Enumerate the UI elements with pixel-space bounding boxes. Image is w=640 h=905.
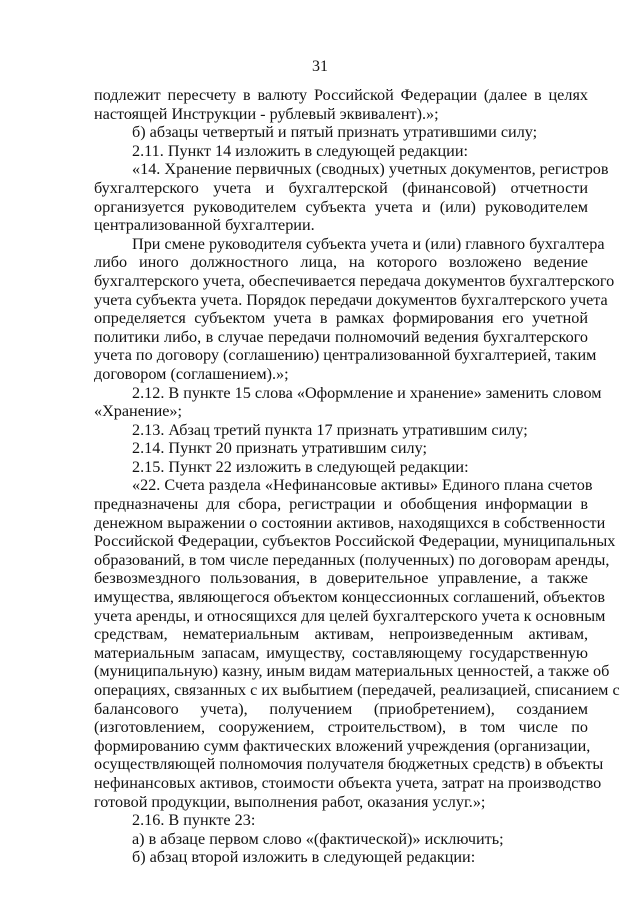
text-line: нефинансовых активов, стоимости объекта учета, затрат на производство (94, 773, 602, 792)
text-line: (изготовлением, сооружением, строительством), в том числе по (94, 718, 588, 737)
text-line: формированию сумм фактических вложений учреждения (организации, (94, 736, 591, 755)
text-line: средствам, нематериальным активам, непроизведенным активам, (94, 625, 588, 644)
text-line: «22. Счета раздела «Нефинансовые активы» Единого плана счетов (132, 476, 593, 495)
text-line: а) в абзаце первом слово «(фактической)» исключить; (132, 829, 504, 848)
text-line: 2.11. Пункт 14 изложить в следующей редакции: (132, 141, 468, 160)
text-line: безвозмездного пользования, в доверительное управление, а также (94, 569, 588, 588)
text-line: имущества, являющегося объектом концессионных соглашений, объектов (94, 588, 605, 607)
text-line: учета по договору (соглашению) централизованной бухгалтерией, таким (94, 346, 597, 365)
text-line: б) абзацы четвертый и пятый признать утратившими силу; (132, 123, 538, 142)
text-line: Российской Федерации, субъектов Российской Федерации, муниципальных (94, 532, 616, 551)
text-line: учета аренды, и относящихся для целей бухгалтерского учета к основным (94, 606, 606, 625)
text-line: договором (соглашением).»; (94, 364, 289, 383)
text-line: предназначены для сбора, регистрации и обобщения информации в (94, 495, 588, 514)
text-line: организуется руководителем субъекта учета и (или) руководителем (94, 197, 588, 216)
text-line: учета субъекта учета. Порядок передачи документов бухгалтерского учета (94, 290, 608, 309)
text-line: «14. Хранение первичных (сводных) учетных документов, регистров (132, 160, 609, 179)
text-line: политики либо, в случае передачи полномочий ведения бухгалтерского (94, 327, 588, 346)
text-line: централизованной бухгалтерии. (94, 216, 315, 235)
text-line: балансового учета), получением (приобретением), созданием (94, 699, 588, 718)
text-line: 2.13. Абзац третий пункта 17 признать утратившим силу; (132, 420, 528, 439)
text-line: осуществляющей полномочия получателя бюджетных средств) в объекты (94, 755, 604, 774)
text-line: материальным запасам, имуществу, составляющему государственную (94, 643, 588, 662)
text-line: бухгалтерского учета, обеспечивается передача документов бухгалтерского (94, 271, 615, 290)
text-line: 2.12. В пункте 15 слова «Оформление и хранение» заменить словом (132, 383, 602, 402)
text-line: (муниципальную) казну, иным видам материальных ценностей, а также об (94, 662, 610, 681)
document-body (94, 86, 620, 867)
text-line: образований, в том числе переданных (полученных) по договорам аренды, (94, 550, 610, 569)
text-line: определяется субъектом учета в рамках формирования его учетной (94, 309, 588, 328)
text-line: подлежит пересчету в валюту Российской Федерации (далее в целях (94, 86, 588, 104)
text-line: операциях, связанных с их выбытием (передачей, реализацией, списанием с (94, 681, 620, 699)
text-line: либо иного должностного лица, на которого возложено ведение (94, 253, 588, 272)
text-line: 2.15. Пункт 22 изложить в следующей редакции: (132, 457, 469, 476)
text-line: 2.16. В пункте 23: (132, 811, 256, 830)
text-line: бухгалтерского учета и бухгалтерской (финансовой) отчетности (94, 178, 588, 197)
text-line: «Хранение»; (94, 402, 183, 421)
text-line: денежном выражении о состоянии активов, находящихся в собственности (94, 513, 606, 532)
text-line: б) абзац второй изложить в следующей редакции: (132, 848, 476, 867)
text-line: готовой продукции, выполнения работ, оказания услуг.»; (94, 792, 486, 811)
text-line: 2.14. Пункт 20 признать утратившим силу; (132, 439, 427, 458)
text-line: При смене руководителя субъекта учета и (или) главного бухгалтера (132, 234, 605, 253)
page-number: 31 (312, 58, 328, 75)
text-line: настоящей Инструкции - рублевый эквивалент).»; (94, 104, 439, 123)
